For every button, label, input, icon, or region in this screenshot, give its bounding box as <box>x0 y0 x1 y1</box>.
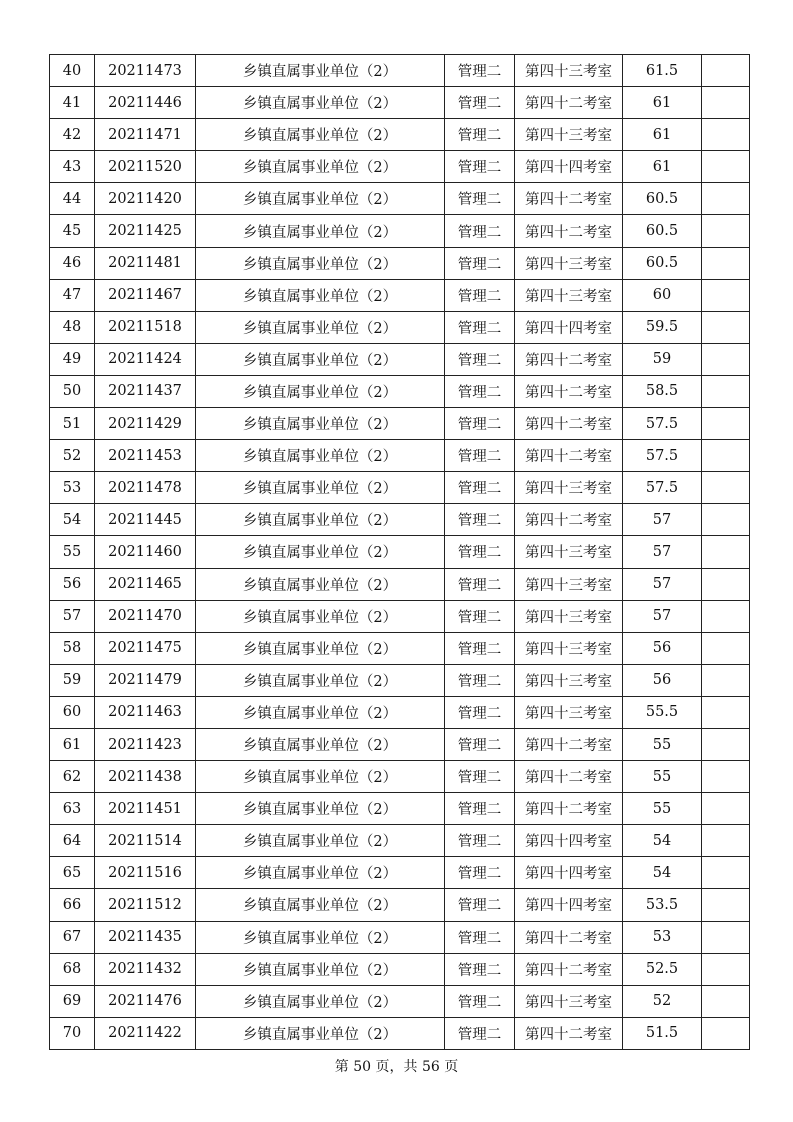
unit-cell: 乡镇直属事业单位（2） <box>196 504 445 536</box>
score-cell: 54 <box>623 857 702 889</box>
unit-cell: 乡镇直属事业单位（2） <box>196 247 445 279</box>
post-cell: 管理二 <box>445 536 515 568</box>
post-cell: 管理二 <box>445 55 515 87</box>
score-cell: 57 <box>623 568 702 600</box>
note-cell <box>702 215 750 247</box>
exam-room-cell: 第四十二考室 <box>515 87 623 119</box>
table-row <box>50 55 750 87</box>
note-cell <box>702 119 750 151</box>
exam-id-cell: 20211473 <box>95 55 196 87</box>
note-cell <box>702 953 750 985</box>
exam-room-cell: 第四十二考室 <box>515 408 623 440</box>
post-cell: 管理二 <box>445 247 515 279</box>
score-cell: 61 <box>623 151 702 183</box>
post-cell: 管理二 <box>445 568 515 600</box>
seq-cell: 68 <box>50 953 95 985</box>
score-cell: 59.5 <box>623 311 702 343</box>
table-row <box>50 761 750 793</box>
table-row <box>50 151 750 183</box>
seq-cell: 63 <box>50 793 95 825</box>
post-cell: 管理二 <box>445 119 515 151</box>
post-cell: 管理二 <box>445 408 515 440</box>
exam-room-cell: 第四十二考室 <box>515 440 623 472</box>
table-row <box>50 375 750 407</box>
score-cell: 61 <box>623 87 702 119</box>
exam-room-cell: 第四十二考室 <box>515 183 623 215</box>
post-cell: 管理二 <box>445 857 515 889</box>
seq-cell: 67 <box>50 921 95 953</box>
seq-cell: 61 <box>50 728 95 760</box>
score-table <box>49 54 750 1050</box>
score-cell: 60.5 <box>623 247 702 279</box>
exam-room-cell: 第四十四考室 <box>515 151 623 183</box>
exam-room-cell: 第四十二考室 <box>515 728 623 760</box>
seq-cell: 57 <box>50 600 95 632</box>
seq-cell: 40 <box>50 55 95 87</box>
note-cell <box>702 536 750 568</box>
exam-room-cell: 第四十三考室 <box>515 279 623 311</box>
seq-cell: 44 <box>50 183 95 215</box>
table-row <box>50 472 750 504</box>
post-cell: 管理二 <box>445 921 515 953</box>
exam-id-cell: 20211451 <box>95 793 196 825</box>
exam-id-cell: 20211453 <box>95 440 196 472</box>
exam-room-cell: 第四十三考室 <box>515 600 623 632</box>
post-cell: 管理二 <box>445 1017 515 1049</box>
post-cell: 管理二 <box>445 632 515 664</box>
exam-id-cell: 20211437 <box>95 375 196 407</box>
seq-cell: 41 <box>50 87 95 119</box>
score-cell: 59 <box>623 343 702 375</box>
note-cell <box>702 568 750 600</box>
score-cell: 60.5 <box>623 215 702 247</box>
unit-cell: 乡镇直属事业单位（2） <box>196 119 445 151</box>
note-cell <box>702 343 750 375</box>
note-cell <box>702 632 750 664</box>
score-cell: 52 <box>623 985 702 1017</box>
score-cell: 60 <box>623 279 702 311</box>
exam-room-cell: 第四十二考室 <box>515 953 623 985</box>
table-row <box>50 119 750 151</box>
unit-cell: 乡镇直属事业单位（2） <box>196 215 445 247</box>
table-row <box>50 921 750 953</box>
exam-room-cell: 第四十三考室 <box>515 632 623 664</box>
unit-cell: 乡镇直属事业单位（2） <box>196 728 445 760</box>
score-cell: 55.5 <box>623 696 702 728</box>
score-cell: 55 <box>623 793 702 825</box>
seq-cell: 69 <box>50 985 95 1017</box>
table-row <box>50 1017 750 1049</box>
score-cell: 57 <box>623 504 702 536</box>
note-cell <box>702 793 750 825</box>
exam-id-cell: 20211475 <box>95 632 196 664</box>
table-row <box>50 889 750 921</box>
post-cell: 管理二 <box>445 215 515 247</box>
post-cell: 管理二 <box>445 504 515 536</box>
note-cell <box>702 985 750 1017</box>
unit-cell: 乡镇直属事业单位（2） <box>196 985 445 1017</box>
exam-room-cell: 第四十二考室 <box>515 1017 623 1049</box>
note-cell <box>702 1017 750 1049</box>
seq-cell: 66 <box>50 889 95 921</box>
score-cell: 57.5 <box>623 408 702 440</box>
exam-room-cell: 第四十三考室 <box>515 119 623 151</box>
note-cell <box>702 857 750 889</box>
exam-id-cell: 20211520 <box>95 151 196 183</box>
exam-id-cell: 20211425 <box>95 215 196 247</box>
post-cell: 管理二 <box>445 761 515 793</box>
table-row <box>50 728 750 760</box>
table-row <box>50 87 750 119</box>
post-cell: 管理二 <box>445 343 515 375</box>
unit-cell: 乡镇直属事业单位（2） <box>196 343 445 375</box>
table-body <box>50 55 750 1050</box>
unit-cell: 乡镇直属事业单位（2） <box>196 87 445 119</box>
unit-cell: 乡镇直属事业单位（2） <box>196 953 445 985</box>
exam-room-cell: 第四十三考室 <box>515 696 623 728</box>
note-cell <box>702 375 750 407</box>
score-cell: 57 <box>623 536 702 568</box>
exam-id-cell: 20211516 <box>95 857 196 889</box>
unit-cell: 乡镇直属事业单位（2） <box>196 375 445 407</box>
exam-id-cell: 20211463 <box>95 696 196 728</box>
table-row <box>50 504 750 536</box>
exam-id-cell: 20211471 <box>95 119 196 151</box>
seq-cell: 53 <box>50 472 95 504</box>
unit-cell: 乡镇直属事业单位（2） <box>196 696 445 728</box>
exam-id-cell: 20211518 <box>95 311 196 343</box>
unit-cell: 乡镇直属事业单位（2） <box>196 279 445 311</box>
unit-cell: 乡镇直属事业单位（2） <box>196 889 445 921</box>
unit-cell: 乡镇直属事业单位（2） <box>196 1017 445 1049</box>
table-row <box>50 985 750 1017</box>
post-cell: 管理二 <box>445 87 515 119</box>
note-cell <box>702 55 750 87</box>
post-cell: 管理二 <box>445 440 515 472</box>
seq-cell: 56 <box>50 568 95 600</box>
note-cell <box>702 247 750 279</box>
exam-room-cell: 第四十二考室 <box>515 921 623 953</box>
score-cell: 57.5 <box>623 472 702 504</box>
note-cell <box>702 504 750 536</box>
table-row <box>50 183 750 215</box>
note-cell <box>702 87 750 119</box>
table-row <box>50 247 750 279</box>
unit-cell: 乡镇直属事业单位（2） <box>196 825 445 857</box>
seq-cell: 47 <box>50 279 95 311</box>
note-cell <box>702 151 750 183</box>
seq-cell: 54 <box>50 504 95 536</box>
table-row <box>50 696 750 728</box>
unit-cell: 乡镇直属事业单位（2） <box>196 857 445 889</box>
exam-id-cell: 20211422 <box>95 1017 196 1049</box>
exam-id-cell: 20211446 <box>95 87 196 119</box>
exam-id-cell: 20211435 <box>95 921 196 953</box>
note-cell <box>702 600 750 632</box>
exam-room-cell: 第四十二考室 <box>515 343 623 375</box>
score-cell: 61 <box>623 119 702 151</box>
unit-cell: 乡镇直属事业单位（2） <box>196 536 445 568</box>
seq-cell: 50 <box>50 375 95 407</box>
exam-id-cell: 20211423 <box>95 728 196 760</box>
score-cell: 57 <box>623 600 702 632</box>
note-cell <box>702 440 750 472</box>
post-cell: 管理二 <box>445 696 515 728</box>
seq-cell: 60 <box>50 696 95 728</box>
seq-cell: 49 <box>50 343 95 375</box>
unit-cell: 乡镇直属事业单位（2） <box>196 311 445 343</box>
exam-id-cell: 20211432 <box>95 953 196 985</box>
exam-id-cell: 20211479 <box>95 664 196 696</box>
exam-id-cell: 20211478 <box>95 472 196 504</box>
exam-id-cell: 20211438 <box>95 761 196 793</box>
exam-room-cell: 第四十二考室 <box>515 375 623 407</box>
seq-cell: 45 <box>50 215 95 247</box>
post-cell: 管理二 <box>445 600 515 632</box>
post-cell: 管理二 <box>445 953 515 985</box>
seq-cell: 52 <box>50 440 95 472</box>
note-cell <box>702 664 750 696</box>
exam-room-cell: 第四十三考室 <box>515 568 623 600</box>
exam-id-cell: 20211481 <box>95 247 196 279</box>
exam-room-cell: 第四十二考室 <box>515 504 623 536</box>
table-row <box>50 343 750 375</box>
exam-id-cell: 20211512 <box>95 889 196 921</box>
post-cell: 管理二 <box>445 793 515 825</box>
post-cell: 管理二 <box>445 664 515 696</box>
note-cell <box>702 728 750 760</box>
exam-room-cell: 第四十三考室 <box>515 247 623 279</box>
table-row <box>50 215 750 247</box>
exam-room-cell: 第四十二考室 <box>515 793 623 825</box>
score-cell: 56 <box>623 664 702 696</box>
score-cell: 52.5 <box>623 953 702 985</box>
seq-cell: 51 <box>50 408 95 440</box>
post-cell: 管理二 <box>445 151 515 183</box>
note-cell <box>702 183 750 215</box>
exam-id-cell: 20211514 <box>95 825 196 857</box>
note-cell <box>702 761 750 793</box>
table-row <box>50 857 750 889</box>
note-cell <box>702 696 750 728</box>
seq-cell: 46 <box>50 247 95 279</box>
score-cell: 51.5 <box>623 1017 702 1049</box>
table-row <box>50 408 750 440</box>
exam-id-cell: 20211476 <box>95 985 196 1017</box>
unit-cell: 乡镇直属事业单位（2） <box>196 600 445 632</box>
unit-cell: 乡镇直属事业单位（2） <box>196 568 445 600</box>
post-cell: 管理二 <box>445 472 515 504</box>
exam-room-cell: 第四十三考室 <box>515 985 623 1017</box>
exam-room-cell: 第四十三考室 <box>515 472 623 504</box>
exam-id-cell: 20211467 <box>95 279 196 311</box>
post-cell: 管理二 <box>445 279 515 311</box>
note-cell <box>702 408 750 440</box>
post-cell: 管理二 <box>445 825 515 857</box>
score-cell: 58.5 <box>623 375 702 407</box>
score-cell: 60.5 <box>623 183 702 215</box>
exam-room-cell: 第四十三考室 <box>515 536 623 568</box>
seq-cell: 42 <box>50 119 95 151</box>
table-row <box>50 793 750 825</box>
exam-room-cell: 第四十四考室 <box>515 857 623 889</box>
table-row <box>50 600 750 632</box>
exam-room-cell: 第四十四考室 <box>515 889 623 921</box>
post-cell: 管理二 <box>445 311 515 343</box>
post-cell: 管理二 <box>445 183 515 215</box>
unit-cell: 乡镇直属事业单位（2） <box>196 921 445 953</box>
exam-room-cell: 第四十三考室 <box>515 55 623 87</box>
seq-cell: 64 <box>50 825 95 857</box>
note-cell <box>702 921 750 953</box>
unit-cell: 乡镇直属事业单位（2） <box>196 183 445 215</box>
table-row <box>50 953 750 985</box>
note-cell <box>702 311 750 343</box>
table-row <box>50 311 750 343</box>
unit-cell: 乡镇直属事业单位（2） <box>196 408 445 440</box>
exam-id-cell: 20211445 <box>95 504 196 536</box>
post-cell: 管理二 <box>445 375 515 407</box>
unit-cell: 乡镇直属事业单位（2） <box>196 793 445 825</box>
score-cell: 55 <box>623 728 702 760</box>
exam-room-cell: 第四十四考室 <box>515 311 623 343</box>
exam-id-cell: 20211460 <box>95 536 196 568</box>
unit-cell: 乡镇直属事业单位（2） <box>196 55 445 87</box>
seq-cell: 55 <box>50 536 95 568</box>
table-row <box>50 568 750 600</box>
unit-cell: 乡镇直属事业单位（2） <box>196 151 445 183</box>
exam-room-cell: 第四十三考室 <box>515 664 623 696</box>
seq-cell: 59 <box>50 664 95 696</box>
table-row <box>50 664 750 696</box>
note-cell <box>702 825 750 857</box>
post-cell: 管理二 <box>445 889 515 921</box>
unit-cell: 乡镇直属事业单位（2） <box>196 761 445 793</box>
seq-cell: 48 <box>50 311 95 343</box>
score-cell: 61.5 <box>623 55 702 87</box>
score-cell: 53.5 <box>623 889 702 921</box>
exam-id-cell: 20211429 <box>95 408 196 440</box>
seq-cell: 65 <box>50 857 95 889</box>
seq-cell: 43 <box>50 151 95 183</box>
note-cell <box>702 472 750 504</box>
score-cell: 56 <box>623 632 702 664</box>
table-row <box>50 825 750 857</box>
unit-cell: 乡镇直属事业单位（2） <box>196 472 445 504</box>
exam-room-cell: 第四十二考室 <box>515 761 623 793</box>
table-row <box>50 279 750 311</box>
exam-room-cell: 第四十二考室 <box>515 215 623 247</box>
score-cell: 54 <box>623 825 702 857</box>
score-cell: 55 <box>623 761 702 793</box>
table-row <box>50 440 750 472</box>
post-cell: 管理二 <box>445 728 515 760</box>
exam-id-cell: 20211465 <box>95 568 196 600</box>
exam-id-cell: 20211470 <box>95 600 196 632</box>
table-row <box>50 632 750 664</box>
post-cell: 管理二 <box>445 985 515 1017</box>
unit-cell: 乡镇直属事业单位（2） <box>196 440 445 472</box>
seq-cell: 58 <box>50 632 95 664</box>
seq-cell: 70 <box>50 1017 95 1049</box>
note-cell <box>702 279 750 311</box>
score-cell: 57.5 <box>623 440 702 472</box>
unit-cell: 乡镇直属事业单位（2） <box>196 664 445 696</box>
unit-cell: 乡镇直属事业单位（2） <box>196 632 445 664</box>
table-row <box>50 536 750 568</box>
note-cell <box>702 889 750 921</box>
page-footer: 第 50 页，共 56 页 <box>334 1059 459 1075</box>
exam-room-cell: 第四十四考室 <box>515 825 623 857</box>
exam-id-cell: 20211420 <box>95 183 196 215</box>
score-cell: 53 <box>623 921 702 953</box>
exam-id-cell: 20211424 <box>95 343 196 375</box>
seq-cell: 62 <box>50 761 95 793</box>
